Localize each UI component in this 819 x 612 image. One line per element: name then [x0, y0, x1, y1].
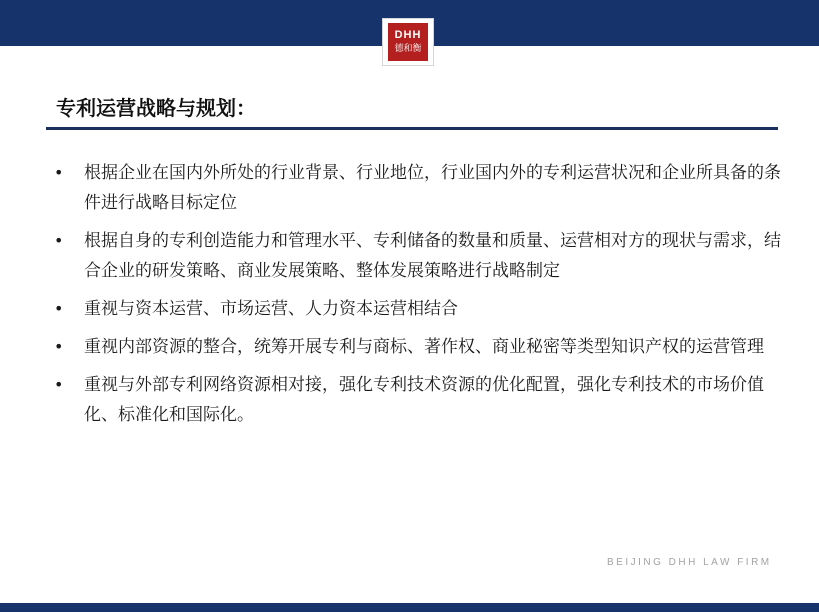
bullet-text: 重视与外部专利网络资源相对接，强化专利技术资源的优化配置，强化专利技术的市场价值化、标准化和国际化。 [84, 375, 764, 425]
bullet-item [54, 158, 784, 218]
bullet-text: 根据企业在国内外所处的行业背景、行业地位，行业国内外的专利运营状况和企业所具备的条件进行战略目标定位 [84, 163, 781, 213]
footer-firm-name: BEIJING DHH LAW FIRM [607, 557, 772, 568]
bullet-dot-icon: • [54, 163, 64, 182]
firm-logo [382, 18, 434, 66]
bullet-dot-icon: • [54, 375, 64, 394]
bullet-item [54, 370, 784, 430]
logo-mark: DHH [394, 29, 422, 41]
logo-badge [388, 23, 428, 61]
bullet-dot-icon: • [54, 231, 64, 250]
bullet-dot-icon: • [54, 337, 64, 356]
bullet-item [54, 332, 784, 362]
bullet-text: 根据自身的专利创造能力和管理水平、专利储备的数量和质量、运营相对方的现状与需求，结合企业的研发策略、商业发展策略、整体发展策略进行战略制定 [84, 231, 781, 281]
bullet-item [54, 294, 784, 324]
bullet-text: 重视与资本运营、市场运营、人力资本运营相结合 [84, 299, 458, 319]
bullet-dot-icon: • [54, 299, 64, 318]
title-underline [46, 127, 778, 130]
slide-title: 专利运营战略与规划： [56, 96, 256, 120]
bullet-item [54, 226, 784, 286]
footer-band [0, 603, 819, 612]
bullet-text: 重视内部资源的整合，统筹开展专利与商标、著作权、商业秘密等类型知识产权的运营管理 [84, 337, 764, 357]
bullet-list [54, 158, 784, 438]
logo-script: 德和衡 [394, 44, 422, 54]
